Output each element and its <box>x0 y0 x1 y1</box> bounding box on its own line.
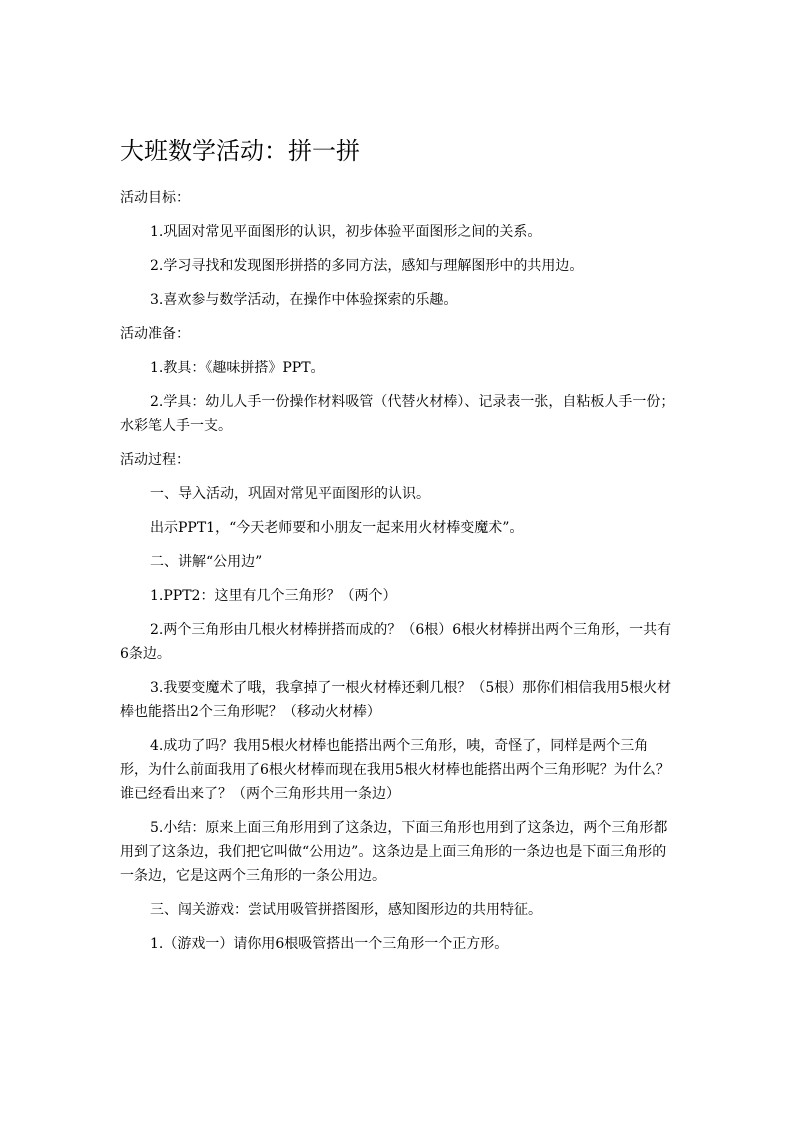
document-body <box>120 186 676 966</box>
paragraph: 3.我要变魔术了哦，我拿掉了一根火材棒还剩几根？（5根）那你们相信我用5根火材棒也能搭出2个三角形呢？（移动火材棒） <box>120 680 672 720</box>
paragraph: 4.成功了吗？我用5根火材棒也能搭出两个三角形，咦，奇怪了，同样是两个三角形，为什么前面我用了6根火材棒而现在我用5根火材棒也能搭出两个三角形呢？为什么？谁已经看出来了？（两个三角形共用一条边） <box>120 738 670 802</box>
paragraph: 2.两个三角形由几根火材棒拼搭而成的？（6根）6根火材棒拼出两个三角形，一共有6条边。 <box>120 622 672 662</box>
paragraph: 1.教具：《趣味拼搭》PPT。 <box>150 360 325 376</box>
section-heading-goals: 活动目标： <box>120 190 190 206</box>
paragraph: 2.学习寻找和发现图形拼搭的多同方法，感知与理解图形中的共用边。 <box>150 258 584 274</box>
paragraph: 3.喜欢参与数学活动，在操作中体验探索的乐趣。 <box>150 292 458 308</box>
section-heading-preparation: 活动准备： <box>120 326 190 342</box>
paragraph: 二、讲解“公用边” <box>150 554 263 570</box>
section-heading-process: 活动过程： <box>120 452 190 468</box>
paragraph: 出示PPT1，“今天老师要和小朋友一起来用火材棒变魔术”。 <box>150 520 524 536</box>
paragraph: 1.巩固对常见平面图形的认识，初步体验平面图形之间的关系。 <box>150 224 542 240</box>
page-title: 大班数学活动：拼一拼 <box>120 137 360 165</box>
paragraph: 1.（游戏一）请你用6根吸管搭出一个三角形一个正方形。 <box>150 936 509 952</box>
paragraph: 1.PPT2：这里有几个三角形？（两个） <box>150 588 397 604</box>
paragraph: 一、导入活动，巩固对常见平面图形的认识。 <box>150 486 430 502</box>
paragraph: 三、闯关游戏：尝试用吸管拼搭图形，感知图形边的共用特征。 <box>150 902 542 918</box>
paragraph: 5.小结：原来上面三角形用到了这条边，下面三角形也用到了这条边，两个三角形都用到了这条边，我们把它叫做“公用边”。这条边是上面三角形的一条边也是下面三角形的一条边，它是这两个三角形的一条公用边。 <box>120 820 668 884</box>
paragraph: 2.学具：幼儿人手一份操作材料吸管（代替火材棒）、记录表一张，自粘板人手一份；水彩笔人手一支。 <box>120 394 675 434</box>
